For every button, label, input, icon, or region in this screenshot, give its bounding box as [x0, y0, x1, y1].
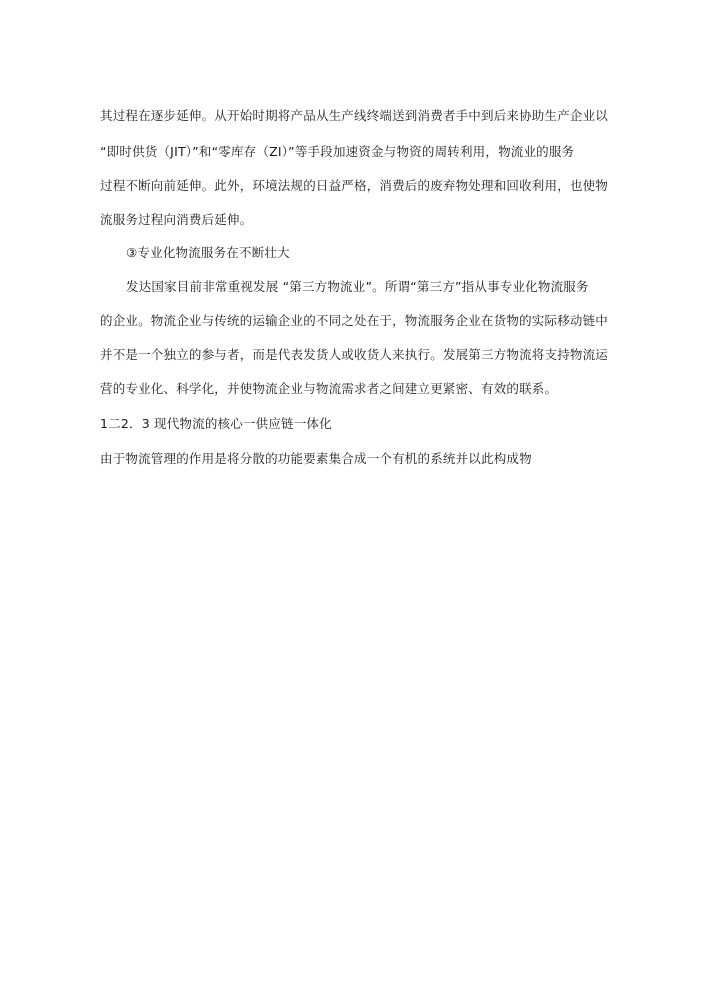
paragraph-line: 其过程在逐步延伸。从开始时期将产品从生产线终端送到消费者手中到后来协助生产企业以 — [100, 108, 609, 123]
paragraph-line: 过程不断向前延伸。此外，环境法规的日益严格，消费后的废弃物处理和回收利用，也使物 — [100, 178, 609, 193]
paragraph-line: 并不是一个独立的参与者，而是代表发货人或收货人来执行。发展第三方物流将支持物流运 — [100, 347, 609, 362]
section-heading: ③专业化物流服务在不断壮大 — [126, 245, 290, 260]
section-heading: 1二2．3 现代物流的核心一供应链一体化 — [100, 416, 332, 431]
paragraph-line: 发达国家目前非常重视发展 “第三方物流业”。所谓“第三方”指从事专业化物流服务 — [126, 279, 589, 294]
paragraph-line: “即时供货（JIT）”和“零库存（ZI）”等手段加速资金与物资的周转利用，物流业的服务 — [100, 144, 575, 159]
paragraph-line: 的企业。物流企业与传统的运输企业的不同之处在于，物流服务企业在货物的实际移动链中 — [100, 313, 609, 328]
paragraph-line: 流服务过程向消费后延伸。 — [100, 212, 253, 227]
paragraph-line: 营的专业化、科学化，并使物流企业与物流需求者之间建立更紧密、有效的联系。 — [100, 381, 558, 396]
paragraph-line: 由于物流管理的作用是将分散的功能要素集合成一个有机的系统并以此构成物 — [100, 451, 532, 466]
